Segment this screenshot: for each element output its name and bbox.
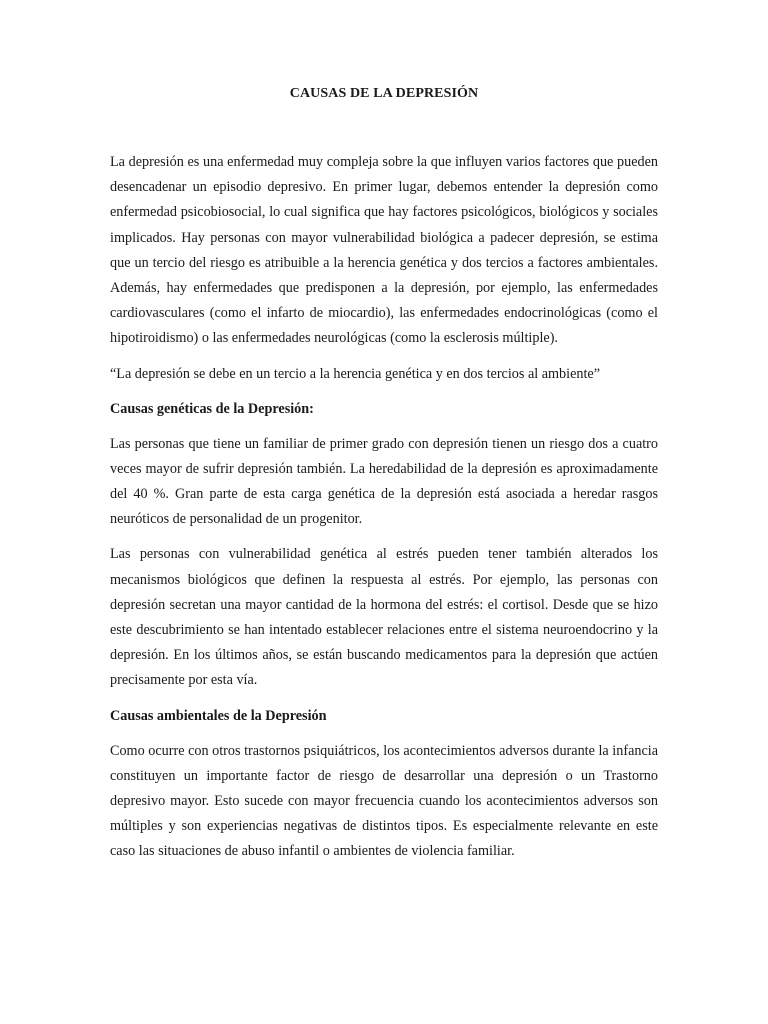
environmental-paragraph-1: Como ocurre con otros trastornos psiquiátricos, los acontecimientos adversos durante la infancia constituyen un importante factor de riesgo de desarrollar una depresión o un Trastorno depresivo mayor. Esto sucede con mayor frecuencia cuando los acontecimientos adversos son múltiples y son experiencias negativas de distintos tipos. Es especialmente relevante en este caso las situaciones de abuso infantil o ambientes de violencia familiar. [110,742,658,860]
intro-paragraph: La depresión es una enfermedad muy compleja sobre la que influyen varios factores que pueden desencadenar un episodio depresivo. En primer lugar, debemos entender la depresión como enfermedad psicobiosocial, lo cual significa que hay factores psicológicos, biológicos y sociales implicados. Hay personas con mayor vulnerabilidad biológica a padecer depresión, se estima que un tercio del riesgo es atribuible a la herencia genética y dos tercios a factores ambientales. Además, hay enfermedades que predisponen a la depresión, por ejemplo, las enfermedades cardiovasculares (como el infarto de miocardio), las enfermedades endocrinológicas (como el hipotiroidismo) o las enfermedades neurológicas (como la esclerosis múltiple). [110,154,658,347]
quote-paragraph: “La depresión se debe en un tercio a la herencia genética y en dos tercios al ambiente” [110,365,601,382]
document-title: CAUSAS DE LA DEPRESIÓN [289,86,479,101]
document-body [110,84,658,875]
section-heading-environmental: Causas ambientales de la Depresión [110,707,327,724]
genetic-paragraph-1: Las personas que tiene un familiar de primer grado con depresión tienen un riesgo dos a cuatro veces mayor de sufrir depresión también. La heredabilidad de la depresión es aproximadamente del 40 %. Gran parte de esta carga genética de la depresión está asociada a heredar rasgos neuróticos de personalidad de un progenitor. [110,435,658,528]
genetic-paragraph-2: Las personas con vulnerabilidad genética al estrés pueden tener también alterados los mecanismos biológicos que definen la respuesta al estrés. Por ejemplo, las personas con depresión secretan una mayor cantidad de la hormona del estrés: el cortisol. Desde que se hizo este descubrimiento se han intentado establecer relaciones entre el sistema neuroendocrino y la depresión. En los últimos años, se están buscando medicamentos para la depresión que actúen precisamente por esta vía. [110,546,658,689]
section-heading-genetic: Causas genéticas de la Depresión: [110,400,314,417]
